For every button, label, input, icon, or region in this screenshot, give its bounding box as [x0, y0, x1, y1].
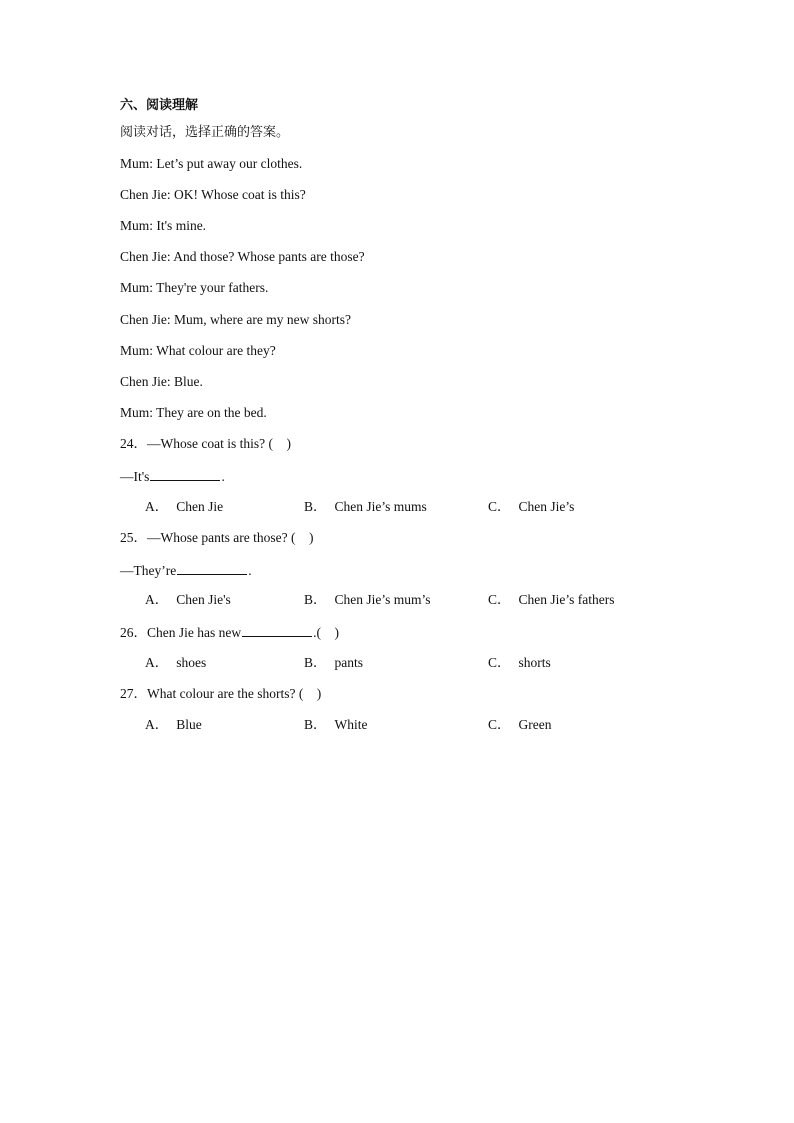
- dialogue-line: Mum: They are on the bed.: [120, 405, 267, 420]
- dialogue-line: Mum: What colour are they?: [120, 343, 276, 358]
- option-a[interactable]: A． shoes: [145, 655, 207, 670]
- question-stem: 24．—Whose coat is this? ( ): [120, 436, 291, 451]
- dialogue-line: Chen Jie: Mum, where are my new shorts?: [120, 312, 351, 327]
- options-row: [0, 591, 794, 609]
- answer-line: [120, 561, 252, 580]
- question-stem: 25．—Whose pants are those? ( ): [120, 530, 314, 545]
- dialogue-line: Chen Jie: And those? Whose pants are those?: [120, 249, 365, 264]
- option-c[interactable]: C． Chen Jie’s: [488, 499, 575, 514]
- dialogue-line: Chen Jie: Blue.: [120, 374, 203, 389]
- options-row: [0, 654, 794, 672]
- answer-blank[interactable]: [177, 561, 247, 575]
- answer-prefix: —They’re: [120, 563, 177, 578]
- question-stem: [120, 623, 339, 642]
- options-row: [0, 716, 794, 734]
- stem-suffix: .( ): [313, 625, 339, 640]
- option-c[interactable]: C． shorts: [488, 655, 551, 670]
- answer-blank[interactable]: [242, 623, 312, 637]
- answer-blank[interactable]: [150, 467, 220, 481]
- answer-line: [120, 467, 225, 486]
- option-a[interactable]: A． Blue: [145, 717, 202, 732]
- option-b[interactable]: B． White: [304, 717, 368, 732]
- option-b[interactable]: B． Chen Jie’s mum’s: [304, 592, 431, 607]
- option-c[interactable]: C． Chen Jie’s fathers: [488, 592, 615, 607]
- options-row: [0, 498, 794, 516]
- dialogue-line: Mum: They're your fathers.: [120, 280, 269, 295]
- dialogue-line: Mum: It's mine.: [120, 218, 207, 233]
- option-a[interactable]: A． Chen Jie: [145, 499, 224, 514]
- answer-suffix: .: [221, 469, 225, 484]
- dialogue-line: Chen Jie: OK! Whose coat is this?: [120, 187, 306, 202]
- dialogue-line: Mum: Let’s put away our clothes.: [120, 156, 303, 171]
- question-stem: 27．What colour are the shorts? ( ): [120, 686, 322, 701]
- option-b[interactable]: B． Chen Jie’s mums: [304, 499, 427, 514]
- option-c[interactable]: C． Green: [488, 717, 552, 732]
- section-title: 六、阅读理解: [120, 98, 199, 113]
- stem-prefix: 26．Chen Jie has new: [120, 625, 242, 640]
- answer-prefix: —It's: [120, 469, 150, 484]
- answer-suffix: .: [248, 563, 252, 578]
- section-instruction: 阅读对话，选择正确的答案。: [120, 125, 290, 140]
- option-b[interactable]: B． pants: [304, 655, 364, 670]
- option-a[interactable]: A． Chen Jie's: [145, 592, 231, 607]
